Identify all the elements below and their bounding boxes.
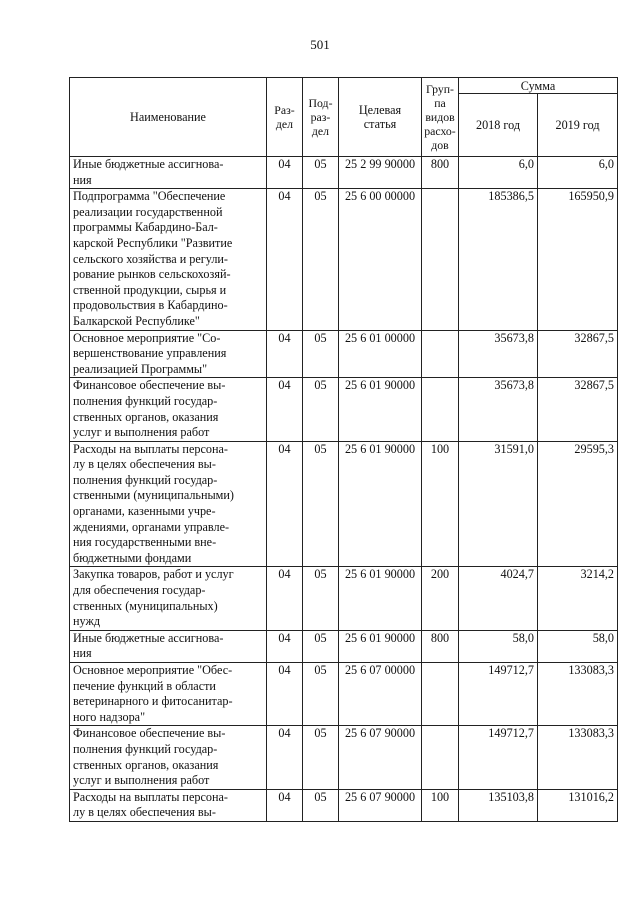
row-article: 25 6 01 90000	[339, 567, 422, 630]
row-subsection: 05	[303, 789, 339, 821]
row-expense-group: 100	[422, 441, 459, 567]
row-sum-2018: 149712,7	[459, 663, 538, 726]
row-name: Закупка товаров, работ и услуг для обеспечения государ- ственных (муниципальных) нужд	[70, 567, 267, 630]
row-article: 25 6 01 00000	[339, 330, 422, 378]
row-expense-group: 200	[422, 567, 459, 630]
row-expense-group	[422, 330, 459, 378]
row-subsection: 05	[303, 189, 339, 330]
row-name: Основное мероприятие "Со- вершенствование управления реализацией Программы"	[70, 330, 267, 378]
header-year-2019: 2019 год	[538, 94, 618, 157]
row-section: 04	[267, 157, 303, 189]
header-expense-group: Груп- па видов расхо- дов	[422, 78, 459, 157]
row-name: Иные бюджетные ассигнова- ния	[70, 630, 267, 662]
row-subsection: 05	[303, 630, 339, 662]
row-subsection: 05	[303, 567, 339, 630]
table-row	[70, 630, 618, 662]
row-article: 25 6 07 90000	[339, 726, 422, 789]
row-subsection: 05	[303, 441, 339, 567]
row-article: 25 6 01 90000	[339, 441, 422, 567]
header-year-2018: 2018 год	[459, 94, 538, 157]
row-section: 04	[267, 330, 303, 378]
row-expense-group	[422, 726, 459, 789]
row-name: Подпрограмма "Обеспечение реализации государственной программы Кабардино-Бал- карской Республики "Развитие сельского хозяйства и регули- рование рынков сельскохозяй- ственной продукции, сырья и продовольствия в Кабардино- Балкарской Республике"	[70, 189, 267, 330]
table-row	[70, 663, 618, 726]
row-article: 25 6 00 00000	[339, 189, 422, 330]
header-name: Наименование	[70, 78, 267, 157]
row-expense-group: 800	[422, 157, 459, 189]
row-section: 04	[267, 441, 303, 567]
row-subsection: 05	[303, 330, 339, 378]
row-name: Финансовое обеспечение вы- полнения функций государ- ственных органов, оказания услуг и выполнения работ	[70, 378, 267, 441]
row-expense-group	[422, 378, 459, 441]
row-name: Финансовое обеспечение вы- полнения функций государ- ственных органов, оказания услуг и выполнения работ	[70, 726, 267, 789]
header-subsection: Под- раз- дел	[303, 78, 339, 157]
row-sum-2019: 133083,3	[538, 726, 618, 789]
row-sum-2019: 32867,5	[538, 330, 618, 378]
row-sum-2019: 131016,2	[538, 789, 618, 821]
row-sum-2018: 6,0	[459, 157, 538, 189]
row-name: Расходы на выплаты персона- лу в целях обеспечения вы- полнения функций государ- ственными (муниципальными) органами, казенными учре- ждениями, органами управле- ния государственными вне- бюджетными фондами	[70, 441, 267, 567]
row-subsection: 05	[303, 663, 339, 726]
row-section: 04	[267, 189, 303, 330]
row-name: Основное мероприятие "Обес- печение функций в области ветеринарного и фитосанитар- ного надзора"	[70, 663, 267, 726]
row-subsection: 05	[303, 378, 339, 441]
row-sum-2019: 133083,3	[538, 663, 618, 726]
row-sum-2018: 35673,8	[459, 378, 538, 441]
row-name: Расходы на выплаты персона- лу в целях обеспечения вы-	[70, 789, 267, 821]
table-row	[70, 789, 618, 821]
row-section: 04	[267, 726, 303, 789]
row-section: 04	[267, 789, 303, 821]
row-sum-2019: 58,0	[538, 630, 618, 662]
row-article: 25 6 07 90000	[339, 789, 422, 821]
row-expense-group	[422, 189, 459, 330]
row-sum-2019: 165950,9	[538, 189, 618, 330]
row-subsection: 05	[303, 157, 339, 189]
row-expense-group: 100	[422, 789, 459, 821]
row-sum-2018: 35673,8	[459, 330, 538, 378]
table-body	[70, 157, 618, 822]
row-section: 04	[267, 567, 303, 630]
table-row	[70, 189, 618, 330]
row-article: 25 2 99 90000	[339, 157, 422, 189]
row-sum-2018: 149712,7	[459, 726, 538, 789]
row-sum-2018: 4024,7	[459, 567, 538, 630]
budget-table	[69, 77, 618, 822]
row-section: 04	[267, 630, 303, 662]
row-sum-2019: 32867,5	[538, 378, 618, 441]
row-sum-2018: 135103,8	[459, 789, 538, 821]
row-article: 25 6 01 90000	[339, 630, 422, 662]
row-expense-group: 800	[422, 630, 459, 662]
header-section: Раз- дел	[267, 78, 303, 157]
row-sum-2018: 185386,5	[459, 189, 538, 330]
row-section: 04	[267, 663, 303, 726]
header-target-article: Целевая статья	[339, 78, 422, 157]
table-row	[70, 726, 618, 789]
row-sum-2019: 29595,3	[538, 441, 618, 567]
row-expense-group	[422, 663, 459, 726]
row-article: 25 6 07 00000	[339, 663, 422, 726]
row-subsection: 05	[303, 726, 339, 789]
page-number: 501	[310, 37, 330, 52]
row-article: 25 6 01 90000	[339, 378, 422, 441]
row-section: 04	[267, 378, 303, 441]
table-row	[70, 441, 618, 567]
row-sum-2018: 58,0	[459, 630, 538, 662]
row-sum-2019: 6,0	[538, 157, 618, 189]
table-row	[70, 157, 618, 189]
row-name: Иные бюджетные ассигнова- ния	[70, 157, 267, 189]
table-row	[70, 567, 618, 630]
row-sum-2019: 3214,2	[538, 567, 618, 630]
header-sum: Сумма	[459, 78, 618, 94]
table-row	[70, 378, 618, 441]
row-sum-2018: 31591,0	[459, 441, 538, 567]
table-row	[70, 330, 618, 378]
